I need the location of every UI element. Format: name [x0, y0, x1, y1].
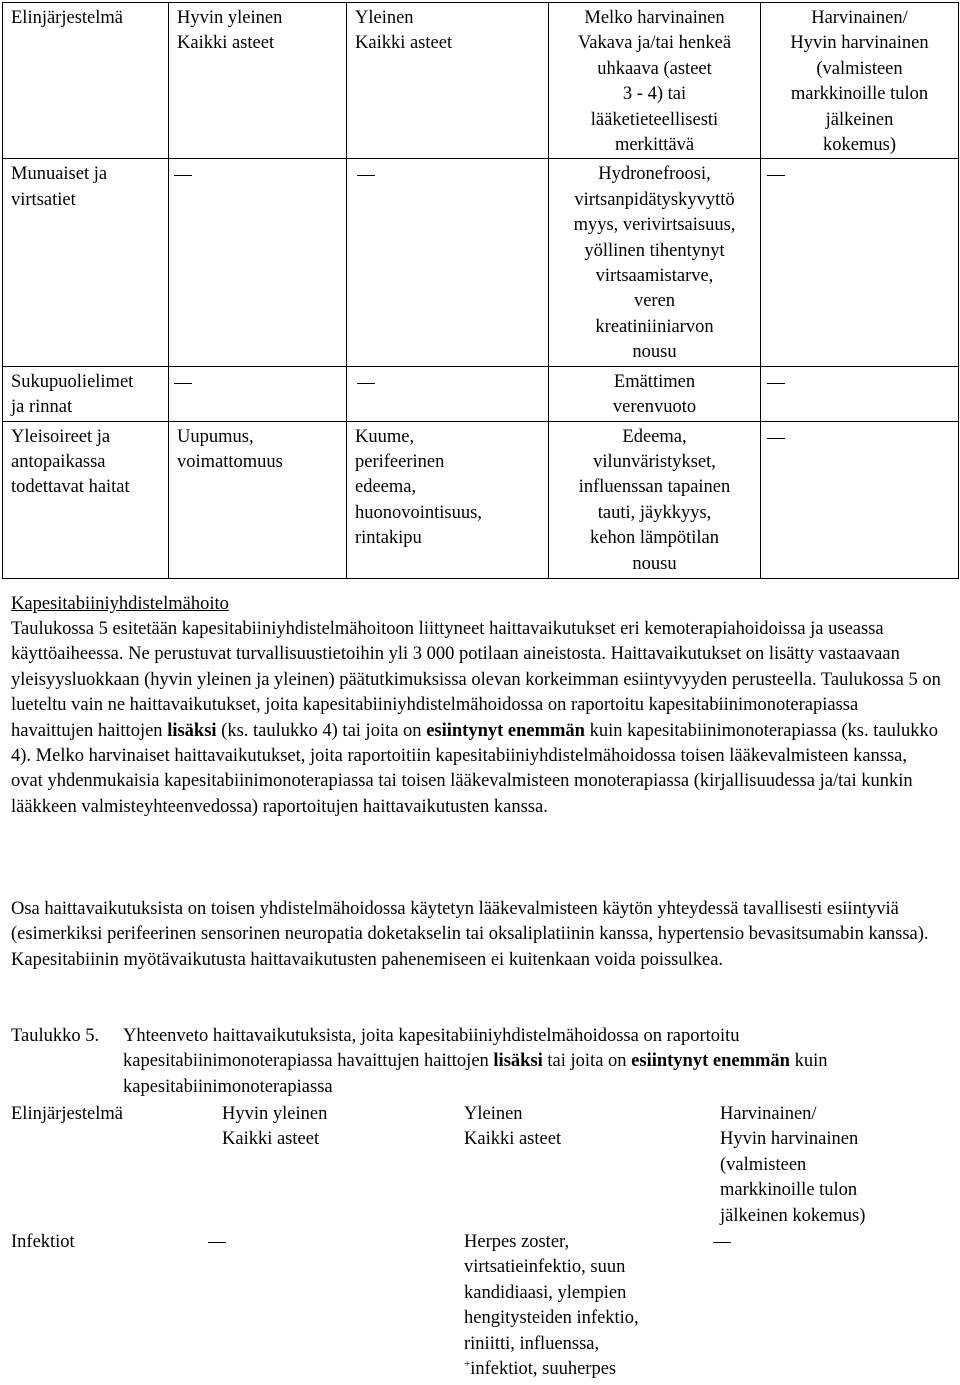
table-row [3, 421, 959, 578]
cell-common [347, 366, 549, 421]
header-system: Elinjärjestelmä [3, 3, 169, 159]
header-uncommon: Melko harvinainen Vakava ja/tai henkeä uhkaava (asteet 3 - 4) tai lääketieteellisesti merkittävä [549, 3, 761, 159]
table5-header-common: Yleinen Kaikki asteet [464, 1104, 562, 1150]
dash-mark [357, 175, 375, 176]
cell-very-common [169, 159, 347, 366]
dash-mark [767, 175, 785, 176]
table-row [3, 366, 959, 421]
paragraph-2: Osa haittavaikutuksista on toisen yhdistelmähoidossa käytetyn lääkevalmisteen käytön yhteydessä tavallisesti esiintyviä (esimerkiksi perifeerinen sensorinen neuropatia doketakselin tai oksaliplatiinin kanssa, hypertensio bevasitsumabin kanssa). Kapesitabiinin myötävaikutusta haittavaikutusten pahenemiseen ei kuitenkaan voida poissulkea. [11, 899, 929, 970]
cell-rare [761, 421, 959, 578]
cell-uncommon: Hydronefroosi, virtsanpidätyskyvyttö myys, verivirtsaisuus, yöllinen tihentynyt virtsaamistarve, veren kreatiniiniarvon nousu [549, 159, 761, 366]
dash-mark [208, 1242, 226, 1243]
row-system-general: Yleisoireet ja antopaikassa todettavat haitat [3, 421, 169, 578]
row-system-kidney: Munuaiset ja virtsatiet [3, 159, 169, 366]
dash-mark [357, 383, 375, 384]
table5-caption-text: Yhteenveto haittavaikutuksista, joita kapesitabiiniyhdistelmähoidossa on raportoitu kapesitabiinimonoterapiassa havaittujen haittojen lisäksi tai joita on esiintynyt enemmän kuin kapesitabiinimonoterapiassa [123, 1026, 828, 1097]
header-rare: Harvinainen/ Hyvin harvinainen (valmisteen markkinoille tulon jälkeinen kokemus) [761, 3, 959, 159]
dash-mark [767, 383, 785, 384]
dash-mark [713, 1242, 731, 1243]
cell-common: Kuume, perifeerinen edeema, huonovointisuus, rintakipu [347, 421, 549, 578]
cell-very-common [169, 366, 347, 421]
cell-very-common: Uupumus, voimattomuus [169, 421, 347, 578]
cell-common [347, 159, 549, 366]
table5-caption-label: Taulukko 5. [11, 1026, 100, 1046]
adverse-effects-table-top [2, 2, 959, 579]
paragraph-1: Taulukossa 5 esitetään kapesitabiiniyhdistelmähoitoon liittyneet haittavaikutukset eri kemoterapiahoidoissa ja useassa käyttöaiheessa. Ne perustuvat turvallisuustietoihin yli 3 000 potilaan aineistosta. Haittavaikutukset on lisätty vastaavaan yleisyysluokkaan (hyvin yleinen ja yleinen) päätutkimuksissa olevan korkeimman esiintyvyyden perusteella. Taulukossa 5 on lueteltu vain ne haittavaikutukset, joita kapesitabiiniyhdistelmähoidossa on raportoitu kapesitabiinimonoterapiassa havaittujen haittojen lisäksi (ks. taulukko 4) tai joita on esiintynyt enemmän kuin kapesitabiinimonoterapiassa (ks. taulukko 4). Melko harvinaiset haittavaikutukset, joita raportoitiin kapesitabiiniyhdistelmähoidossa toisen lääkevalmisteen kanssa, ovat yhdenmukaisia kapesitabiinimonoterapiassa tai toisen lääkevalmisteen monoterapiassa (kirjallisuudessa ja/tai kunkin lääkkeen valmisteyhteenvedossa) raportoitujen haittavaikutusten kanssa. [11, 619, 941, 817]
table5-row-system-infections: Infektiot [11, 1232, 75, 1252]
table-header-row [3, 3, 959, 159]
dash-mark [767, 438, 785, 439]
header-very-common: Hyvin yleinen Kaikki asteet [169, 3, 347, 159]
cell-rare [761, 159, 959, 366]
table5-header-very-common: Hyvin yleinen Kaikki asteet [222, 1104, 328, 1150]
cell-uncommon: Edeema, vilunväristykset, influenssan tapainen tauti, jäykkyys, kehon lämpötilan nousu [549, 421, 761, 578]
header-common: Yleinen Kaikki asteet [347, 3, 549, 159]
dash-mark [174, 175, 192, 176]
table5-header-system: Elinjärjestelmä [11, 1104, 123, 1124]
table5-cell-common: Herpes zoster, virtsatieinfektio, suun kandidiaasi, ylempien hengitysteiden infektio, riniitti, influenssa, +infektiot, suuherpes [464, 1232, 639, 1380]
cell-uncommon: Emättimen verenvuoto [549, 366, 761, 421]
section-title: Kapesitabiiniyhdistelmähoito [11, 594, 229, 614]
row-system-reproductive: Sukupuolielimet ja rinnat [3, 366, 169, 421]
dash-mark [174, 383, 192, 384]
cell-rare [761, 366, 959, 421]
table-row [3, 159, 959, 366]
table5-header-rare: Harvinainen/ Hyvin harvinainen (valmisteen markkinoille tulon jälkeinen kokemus) [720, 1104, 866, 1226]
